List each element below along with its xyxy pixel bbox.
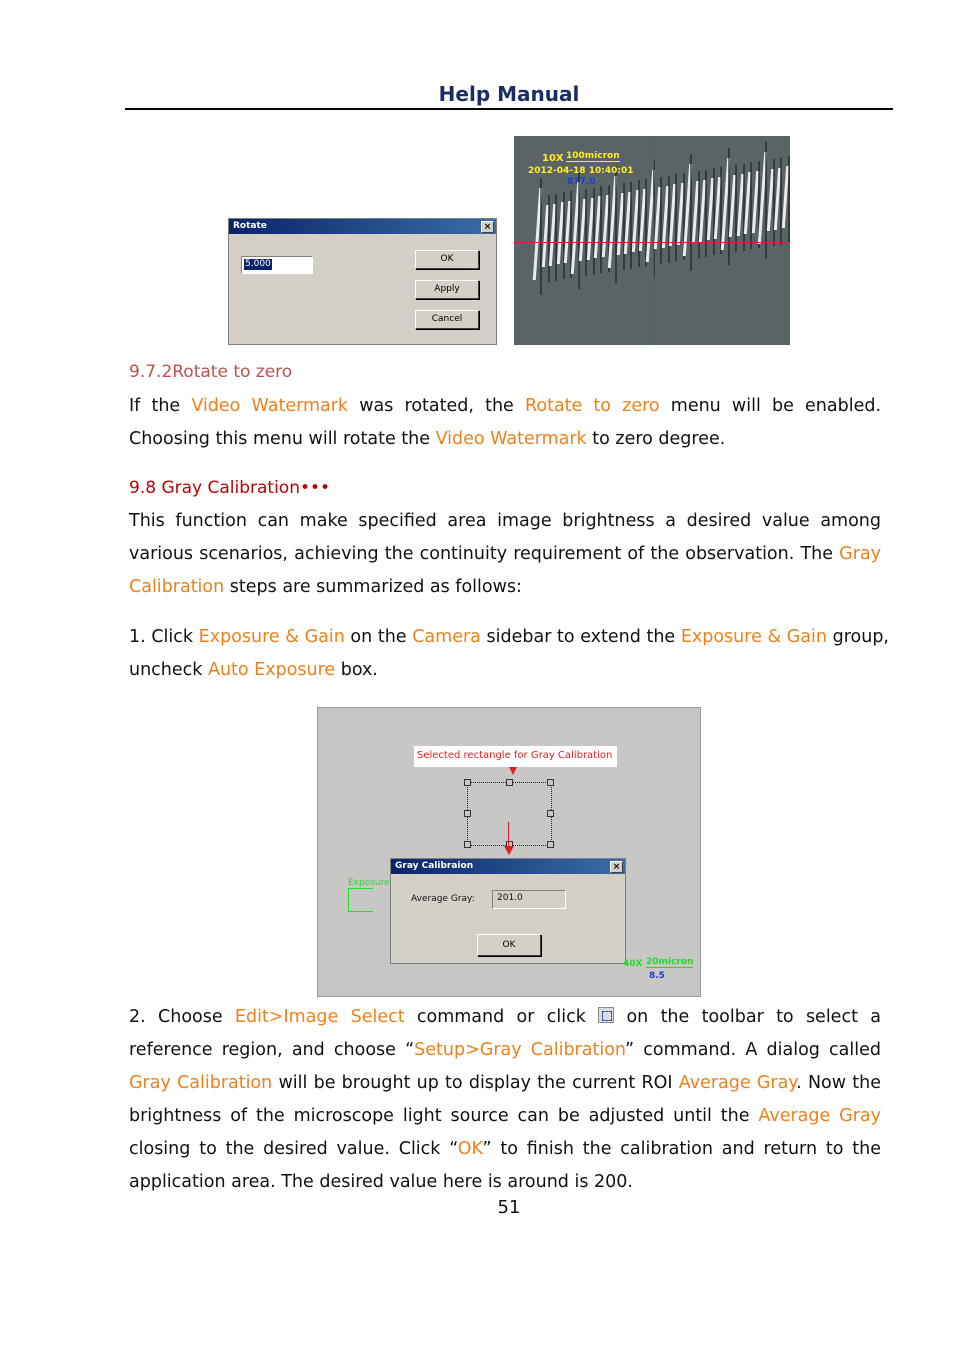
section-972-line-2 <box>129 423 881 456</box>
rotate-dialog <box>228 218 497 345</box>
average-gray-label: Average Gray: <box>411 894 475 904</box>
step-2-line-1 <box>129 1001 881 1034</box>
term-gray-calibration: Gray Calibration <box>129 1073 273 1093</box>
text: 1. Click <box>129 627 199 647</box>
text: 2. Choose <box>129 1007 235 1027</box>
ruler-tick-shadow <box>555 194 557 281</box>
ruler-tick-shadow <box>750 162 752 249</box>
text: . Now the <box>796 1073 881 1093</box>
cancel-button[interactable]: Cancel <box>415 310 479 329</box>
exposure-overlay-box <box>348 888 373 912</box>
term-average-gray: Average Gray <box>678 1073 797 1093</box>
text: on the toolbar to select a <box>614 1007 881 1027</box>
ruler-tick-shadow <box>540 178 542 295</box>
rotate-angle-input[interactable] <box>241 256 313 274</box>
exposure-overlay-label: Exposure <box>348 878 390 888</box>
ruler-tick-shadow <box>585 189 587 276</box>
text: on the <box>344 627 413 647</box>
step-2-line-4 <box>129 1100 881 1133</box>
text: various scenarios, achieving the continuity requirement of the observation. The <box>129 544 840 564</box>
text: steps are summarized as follows: <box>224 577 522 597</box>
term-average-gray: Average Gray <box>758 1106 881 1126</box>
ruler-tick-shadow <box>638 180 640 267</box>
text: group, <box>826 627 889 647</box>
text: will be brought up to display the current ROI <box>272 1073 679 1093</box>
crosshair-vertical <box>653 136 654 345</box>
section-98-line-3 <box>129 571 881 604</box>
section-heading-972: 9.7.2Rotate to zero <box>129 362 293 382</box>
ruler-tick-shadow <box>615 166 617 283</box>
ruler-tick-shadow <box>660 177 662 264</box>
step-2-line-5 <box>129 1133 881 1166</box>
step-2-line-6: application area. The desired value here is around is 200. <box>129 1172 633 1192</box>
text: box. <box>335 660 378 680</box>
handle-icon[interactable] <box>464 841 471 848</box>
crosshair-horizontal <box>514 242 790 243</box>
ruler-tick-shadow <box>735 165 737 252</box>
close-icon[interactable]: × <box>610 861 623 873</box>
handle-icon[interactable] <box>547 810 554 817</box>
gray-dialog-title: Gray Calibraion <box>395 861 474 871</box>
selection-rectangle[interactable] <box>467 782 552 846</box>
ruler-tick-shadow <box>668 176 670 263</box>
average-gray-value: 201.0 <box>497 893 523 903</box>
ruler-tick-shadow <box>728 148 730 265</box>
text: reference region, and choose “ <box>129 1040 415 1060</box>
ruler-tick-shadow <box>548 195 550 282</box>
term-camera: Camera <box>412 627 481 647</box>
section-972-line-1 <box>129 390 881 423</box>
step-1 <box>129 621 889 687</box>
ruler-tick-shadow <box>743 164 745 251</box>
term-video-watermark: Video Watermark <box>435 429 587 449</box>
term-rotate-to-zero: Rotate to zero <box>524 396 660 416</box>
close-icon[interactable]: × <box>481 221 494 233</box>
text: sidebar to extend the <box>480 627 681 647</box>
callout-text: Selected rectangle for Gray Calibration <box>417 750 613 761</box>
ruler-tick-shadow <box>690 154 692 271</box>
text: was rotated, the <box>348 396 525 416</box>
arrow-line <box>508 822 509 848</box>
step-1-line-1 <box>129 621 889 654</box>
arrow-icon <box>509 767 517 775</box>
step-2-line-2 <box>129 1034 881 1067</box>
watermark-magnification: 10X <box>542 153 564 164</box>
section-98-body <box>129 505 881 604</box>
average-gray-field <box>492 890 566 909</box>
apply-button[interactable]: Apply <box>415 280 479 299</box>
ruler-tick-shadow <box>623 183 625 270</box>
term-setup-gray-calibration: Setup>Gray Calibration <box>414 1040 626 1060</box>
term-video-watermark: Video Watermark <box>191 396 349 416</box>
text: ” to finish the calibration and return to the <box>482 1139 881 1159</box>
text: ” command. A dialog called <box>625 1040 881 1060</box>
handle-icon[interactable] <box>506 779 513 786</box>
term-auto-exposure: Auto Exposure <box>207 660 336 680</box>
text: to zero degree. <box>586 429 726 449</box>
ruler-tick-shadow <box>675 174 677 261</box>
gray-magnification: 40X <box>623 959 643 969</box>
gray-scale-label: 20micron <box>646 957 694 967</box>
gray-calibration-screenshot <box>317 707 701 997</box>
section-98-line-2 <box>129 538 881 571</box>
text: uncheck <box>129 660 208 680</box>
page-number: 51 <box>497 1197 521 1218</box>
ruler-tick-shadow <box>563 192 565 279</box>
page-header-title: Help Manual <box>438 82 580 106</box>
handle-icon[interactable] <box>547 841 554 848</box>
section-heading-98: 9.8 Gray Calibration••• <box>129 478 331 498</box>
handle-icon[interactable] <box>547 779 554 786</box>
header-rule <box>125 108 893 110</box>
ruler-tick-shadow <box>698 171 700 258</box>
arrow-icon <box>504 846 514 855</box>
handle-icon[interactable] <box>464 779 471 786</box>
text: If the <box>129 396 192 416</box>
ruler-tick-shadow <box>630 182 632 269</box>
gray-calibration-dialog <box>390 858 626 964</box>
watermark-measure: 877.0 <box>567 177 596 187</box>
rotate-dialog-title: Rotate <box>233 221 267 231</box>
watermark-scale-label: 100micron <box>566 151 620 161</box>
ruler-tick-shadow <box>705 170 707 257</box>
rotate-angle-value: 5.000 <box>245 259 271 269</box>
watermark-timestamp: 2012-04-18 10:40:01 <box>528 166 634 176</box>
section-98-line-1: This function can make specified area image brightness a desired value among <box>129 511 881 531</box>
section-972-body <box>129 390 881 456</box>
ok-button[interactable]: OK <box>415 250 479 269</box>
text: closing to the desired value. Click “ <box>129 1139 458 1159</box>
gray-measure: 8.5 <box>649 971 665 981</box>
ruler-tick-shadow <box>593 188 595 275</box>
term-calibration: Calibration <box>129 577 225 597</box>
text: command or click <box>404 1007 599 1027</box>
term-exposure-gain: Exposure & Gain <box>680 627 827 647</box>
rotate-dialog-titlebar <box>229 219 496 234</box>
gray-dialog-titlebar <box>391 859 625 874</box>
image-select-icon <box>598 1007 614 1023</box>
ruler-tick-shadow <box>788 156 790 243</box>
ruler-tick-shadow <box>780 158 782 245</box>
rotated-watermark-micrograph <box>514 136 790 345</box>
ruler-tick-shadow <box>578 172 580 289</box>
ruler-tick-shadow <box>600 186 602 273</box>
term-gray: Gray <box>839 544 881 564</box>
term-edit-image-select: Edit>Image Select <box>234 1007 405 1027</box>
gray-ok-button[interactable]: OK <box>477 934 541 956</box>
term-ok: OK <box>457 1139 483 1159</box>
step-1-line-2 <box>129 654 889 687</box>
handle-icon[interactable] <box>464 810 471 817</box>
text: Choosing this menu will rotate the <box>129 429 436 449</box>
step-2 <box>129 1001 881 1199</box>
callout-box <box>413 745 618 768</box>
term-exposure-gain: Exposure & Gain <box>198 627 345 647</box>
text: menu will be enabled. <box>659 396 882 416</box>
text: brightness of the microscope light source can be adjusted until the <box>129 1106 759 1126</box>
step-2-line-3 <box>129 1067 881 1100</box>
ruler-tick-shadow <box>773 159 775 246</box>
